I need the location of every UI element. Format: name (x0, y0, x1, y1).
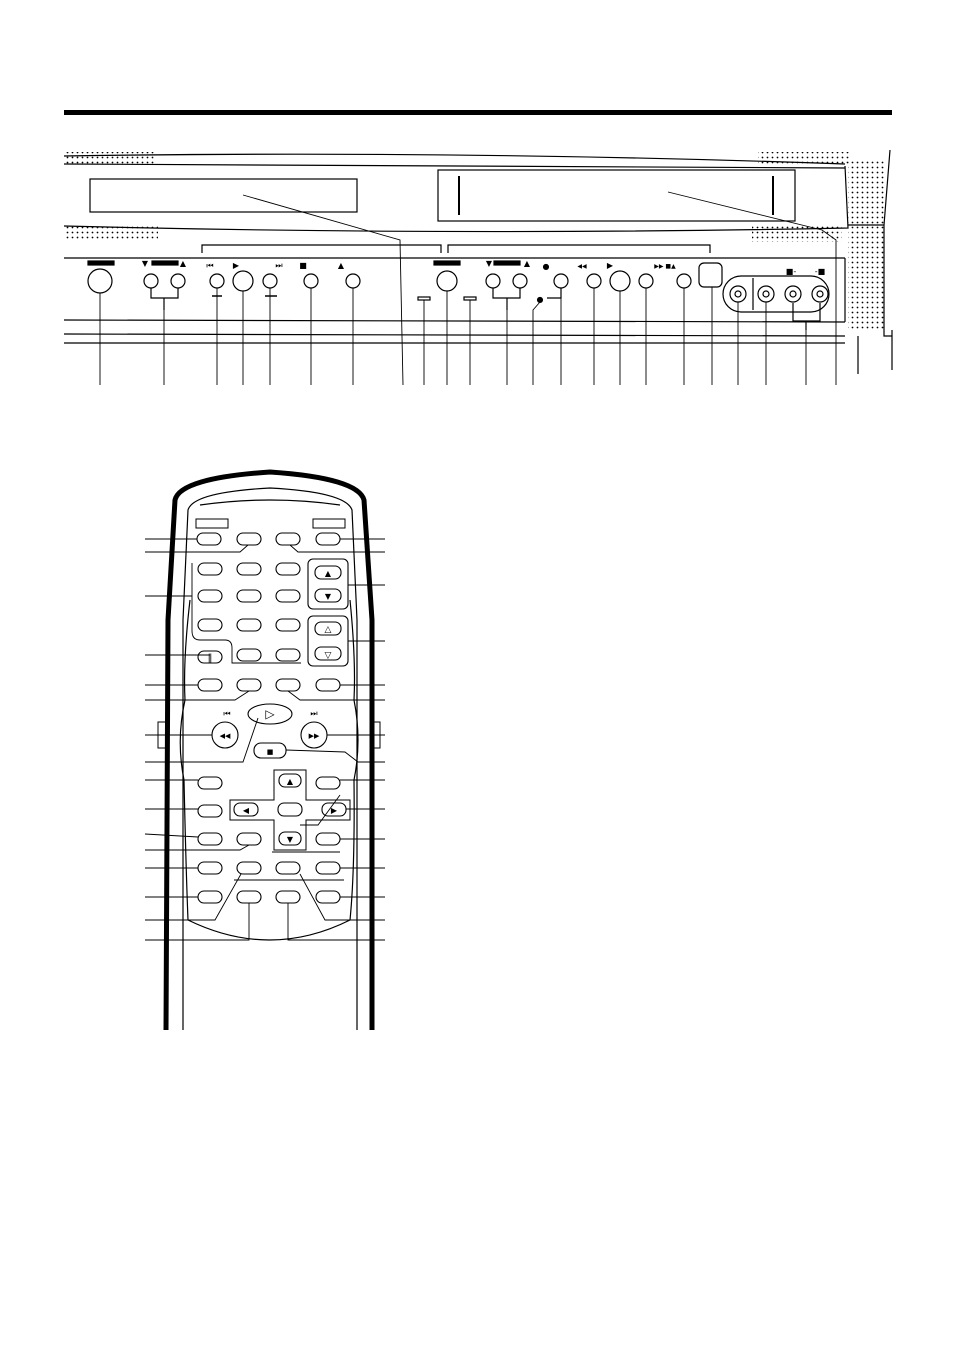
remote-a-b-key[interactable] (316, 833, 340, 845)
vcr-record-button[interactable] (554, 274, 568, 288)
remote-sensor-window (699, 263, 722, 287)
vcr-rewind-button[interactable] (587, 274, 601, 288)
fast-forward-glyph: ▶▶ (308, 732, 320, 740)
input-jack-panel (723, 276, 829, 312)
front-panel (64, 150, 892, 374)
dvd-channel-down-button[interactable] (144, 274, 158, 288)
vcr-rew-glyph: ◀◀ (577, 263, 587, 270)
key-3[interactable] (276, 563, 300, 575)
remote-display-key[interactable] (198, 679, 222, 691)
vcr-stop-eject-button[interactable] (677, 274, 691, 288)
remote-search-key[interactable] (316, 862, 340, 874)
remote-label-right (313, 519, 345, 528)
key-8[interactable] (237, 619, 261, 631)
skip-back-glyph: ⏮ (206, 261, 214, 270)
vcr-channel-down-button[interactable] (486, 274, 500, 288)
dvd-stop-button[interactable] (304, 274, 318, 288)
key-plus-100[interactable] (276, 649, 300, 661)
remote-setup-key[interactable] (198, 777, 222, 789)
nav-up-glyph: ▲ (286, 777, 294, 786)
nav-enter-key[interactable] (278, 803, 302, 816)
vcr-fast-forward-button[interactable] (639, 274, 653, 288)
vcr-play-glyph: ▶ (606, 261, 614, 270)
vcr-power-button[interactable] (437, 271, 457, 291)
jack-left-glyph: ■- (785, 267, 797, 276)
remote-mute-key[interactable] (316, 679, 340, 691)
skip-back-glyph: ⏮ (223, 709, 231, 718)
remote-menu-key[interactable] (198, 833, 222, 845)
audio-input-jack-1[interactable] (758, 286, 774, 302)
key-7[interactable] (198, 619, 222, 631)
pause-glyph: ‖ (207, 653, 213, 664)
play-glyph: ▶ (232, 261, 240, 270)
header-rule (64, 110, 892, 115)
power-button[interactable] (88, 269, 112, 293)
dvd-ch-down-glyph: ▼ (141, 259, 149, 268)
remote-glyphs (208, 569, 338, 844)
skip-forward-glyph: ⏭ (275, 261, 283, 270)
remote-timer-key[interactable] (276, 862, 300, 874)
dvd-channel-up-button[interactable] (171, 274, 185, 288)
video-input-jack[interactable] (730, 286, 746, 302)
stop-glyph: ■ (266, 748, 274, 756)
speaker-grille-left-top (66, 152, 154, 164)
key-9[interactable] (276, 619, 300, 631)
remote-label-left (196, 519, 228, 528)
dvd-ch-up-glyph: △ (324, 625, 332, 635)
nav-left-glyph: ◀ (242, 806, 250, 815)
vcr-rec-glyph-lower: ● (536, 295, 544, 304)
vcr-controls-bracket (448, 245, 710, 253)
vcr-ch-down-glyph: ▼ (324, 592, 332, 601)
remote-vcr-button[interactable] (237, 533, 261, 545)
skip-forward-glyph: ⏭ (310, 709, 318, 718)
dvd-controls-bracket (202, 245, 441, 253)
vcr-indicator (464, 297, 476, 300)
remote-speed-key[interactable] (237, 679, 261, 691)
remote-vcr-dvd-key[interactable] (237, 891, 261, 903)
remote-dvd-button[interactable] (276, 533, 300, 545)
jack-right-glyph: -■ (814, 267, 826, 276)
key-6[interactable] (276, 590, 300, 602)
remote-zoom-key[interactable] (316, 891, 340, 903)
rewind-glyph: ◀◀ (219, 732, 231, 740)
remote-audio-key[interactable] (198, 862, 222, 874)
speaker-grille-right-side (848, 160, 884, 330)
eject-glyph: ▲ (337, 261, 345, 270)
stop-glyph: ■ (299, 261, 307, 270)
dvd-open-close-button[interactable] (346, 274, 360, 288)
vcr-play-button[interactable] (610, 271, 630, 291)
remote-record-key[interactable] (237, 862, 261, 874)
remote-open-close-button[interactable] (316, 533, 340, 545)
key-2[interactable] (237, 563, 261, 575)
dvd-play-button[interactable] (233, 271, 253, 291)
vcr-rec-glyph: ● (542, 262, 550, 271)
key-1[interactable] (198, 563, 222, 575)
dvd-skip-forward-button[interactable] (263, 274, 277, 288)
key-4[interactable] (198, 590, 222, 602)
dvd-ch-up-glyph: ▲ (179, 259, 187, 268)
audio-input-jack-2[interactable] (785, 286, 801, 302)
key-5[interactable] (237, 590, 261, 602)
play-glyph: ▷ (265, 707, 275, 721)
vcr-ff-eject-glyph: ▶▶ ■▲ (654, 263, 676, 270)
nav-down-glyph: ▼ (286, 835, 294, 844)
remote-repeat-key[interactable] (316, 777, 340, 789)
remote-subtitle-key[interactable] (198, 891, 222, 903)
dvd-ch-down-glyph: ▽ (324, 651, 332, 661)
cassette-door (438, 170, 795, 221)
vcr-ch-up-glyph: ▲ (324, 569, 332, 578)
remote-angle-key[interactable] (276, 891, 300, 903)
dvd-tray (90, 179, 357, 212)
key-0[interactable] (237, 649, 261, 661)
nav-right-glyph: ▶ (330, 806, 338, 815)
audio-input-jack-3[interactable] (812, 286, 828, 302)
vcr-ch-down-glyph: ▼ (485, 259, 493, 268)
remote-title-key[interactable] (198, 805, 222, 817)
remote-clear-key[interactable] (276, 679, 300, 691)
number-keypad (192, 563, 301, 663)
top-housing (64, 166, 848, 232)
vcr-channel-up-button[interactable] (513, 274, 527, 288)
vcr-ch-up-glyph: ▲ (523, 259, 531, 268)
remote-return-key[interactable] (237, 833, 261, 845)
dvd-indicator (418, 297, 430, 300)
dvd-skip-back-button[interactable] (210, 274, 224, 288)
remote-power-button[interactable] (197, 533, 221, 545)
